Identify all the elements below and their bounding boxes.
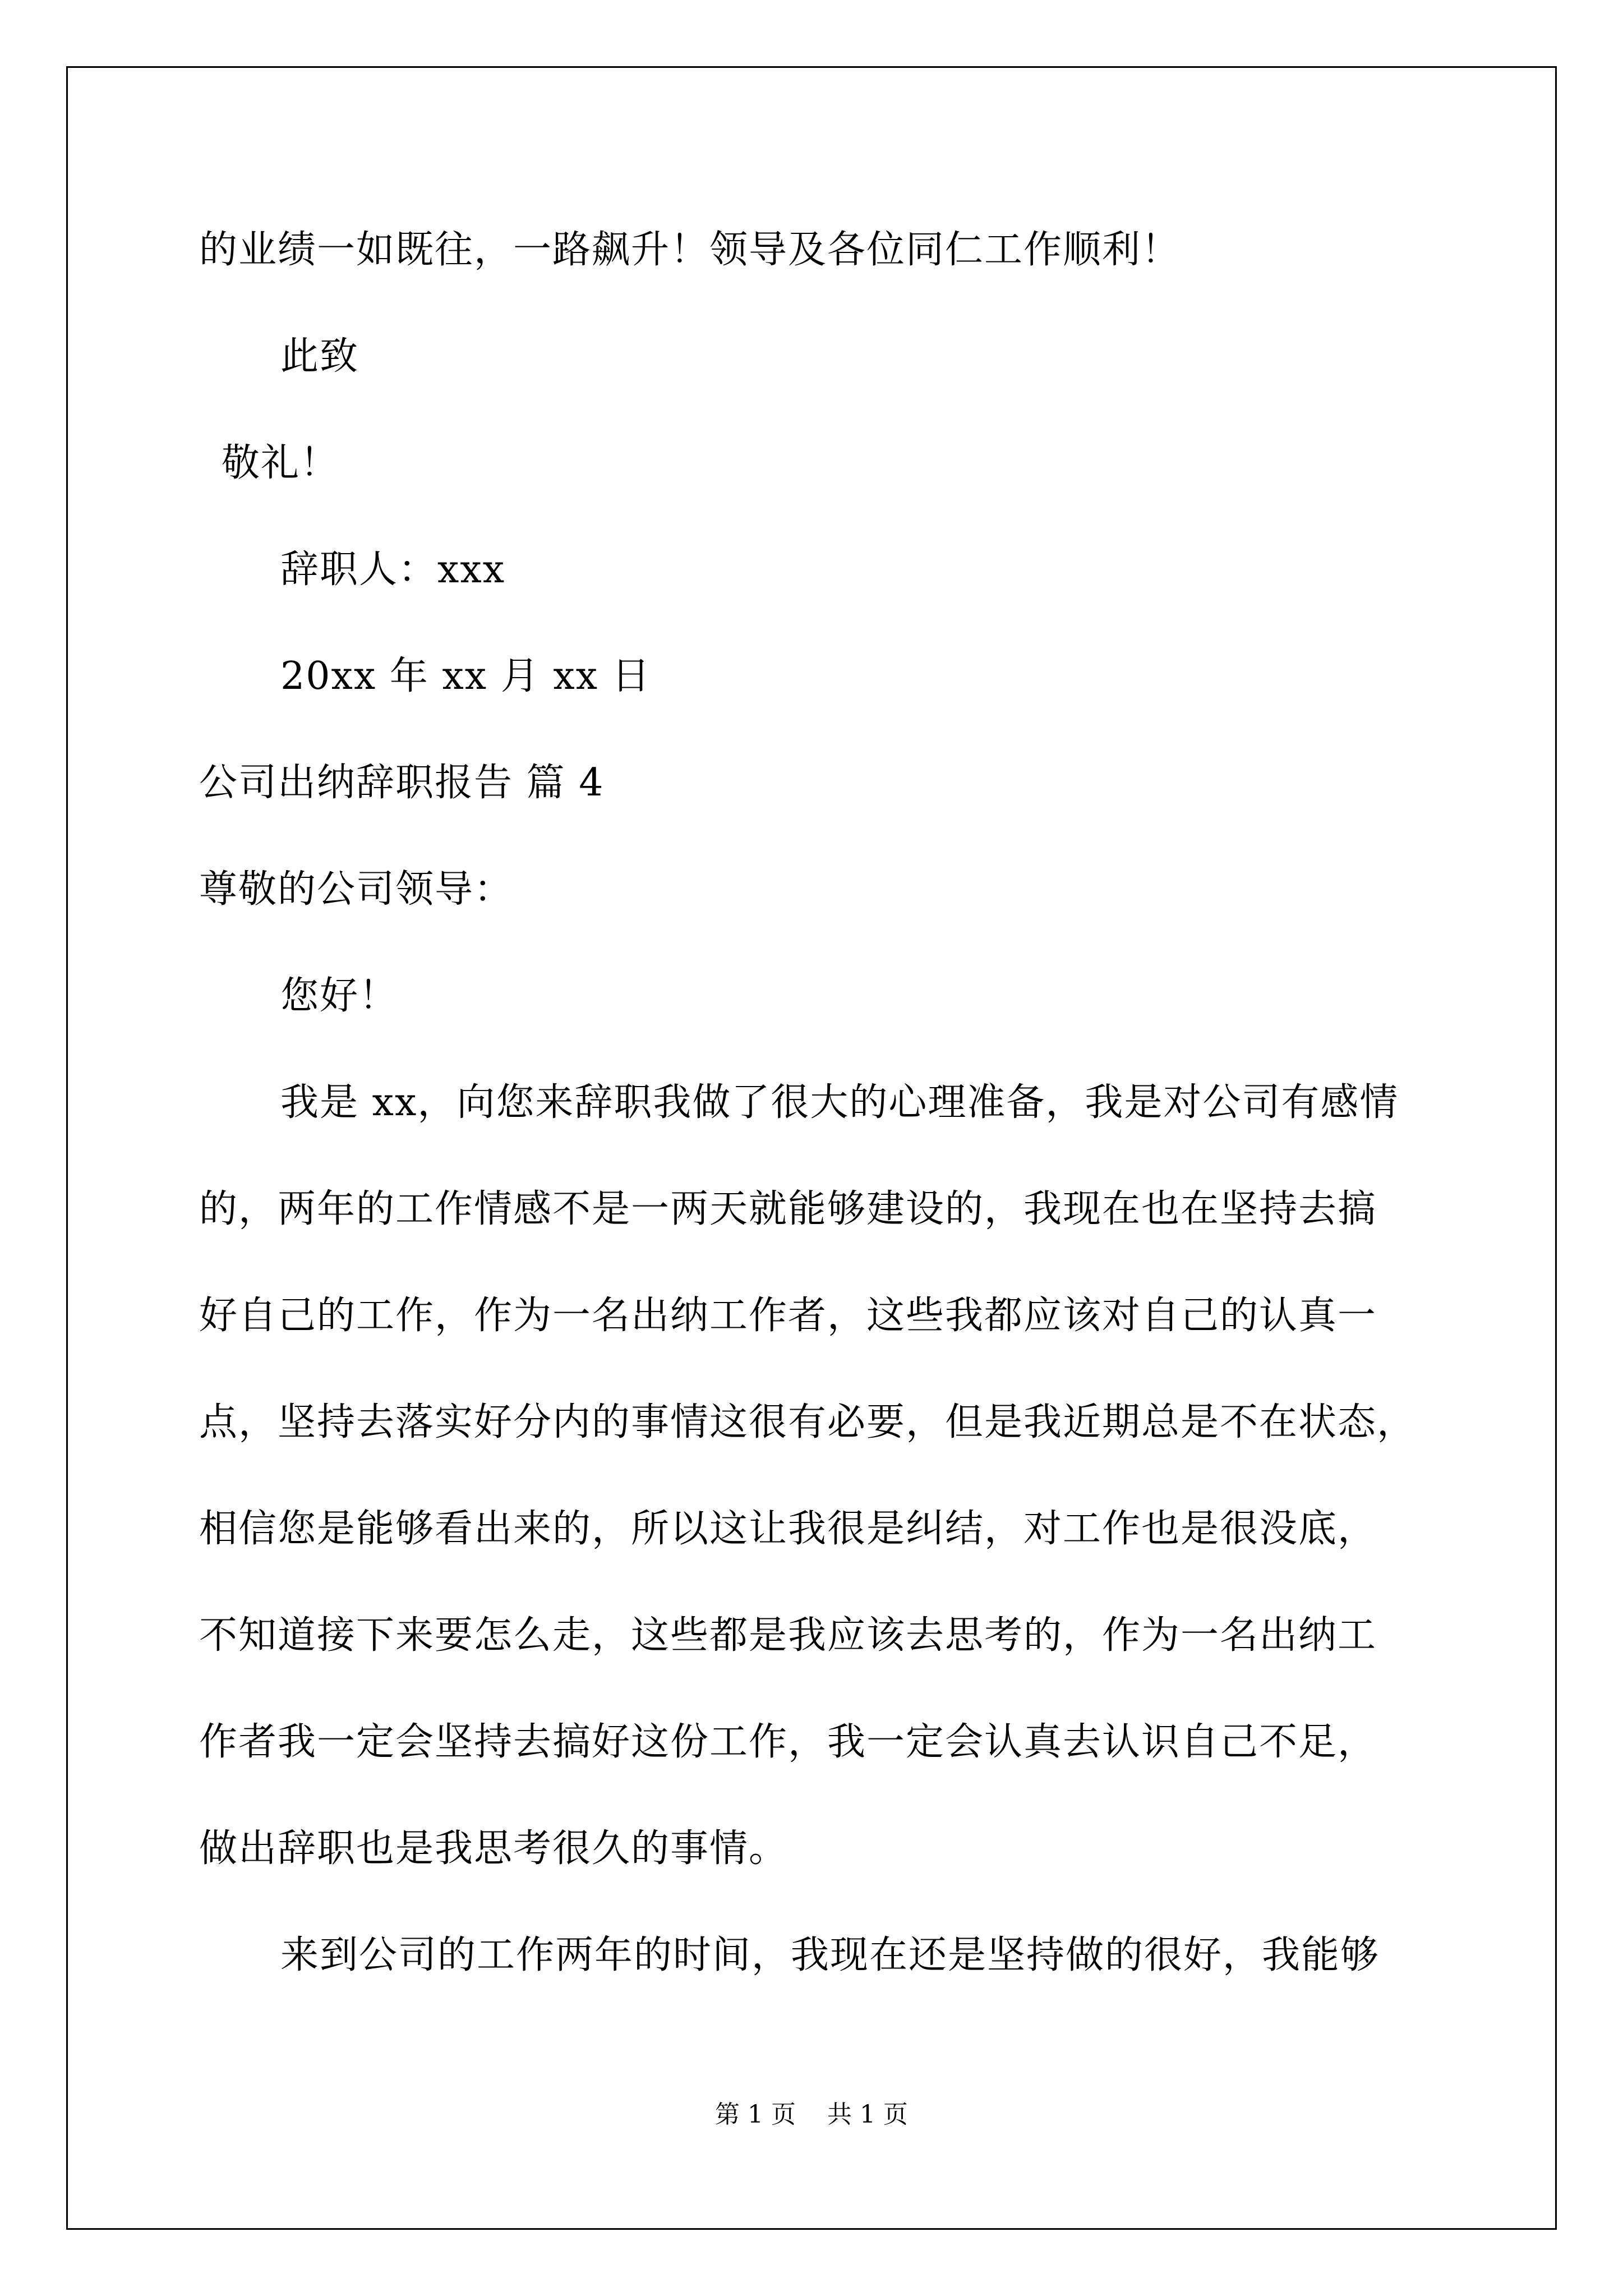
paragraph-1-line-7: 作者我一定会坚持去搞好这份工作，我一定会认真去认识自己不足， bbox=[199, 1720, 1377, 1764]
paragraph-1-line-8: 做出辞职也是我思考很久的事情。 bbox=[199, 1826, 789, 1871]
paragraph-1-line-4: 点，坚持去落实好分内的事情这很有必要，但是我近期总是不在状态， bbox=[199, 1400, 1417, 1444]
paragraph-1-line-1: 我是 xx，向您来辞职我做了很大的心理准备，我是对公司有感情 bbox=[280, 1080, 1399, 1125]
page-border bbox=[66, 66, 1557, 2230]
section-heading: 公司出纳辞职报告 篇 4 bbox=[199, 761, 605, 805]
date-line: 20xx 年 xx 月 xx 日 bbox=[280, 654, 651, 698]
paragraph-1-line-2: 的，两年的工作情感不是一两天就能够建设的，我现在也在坚持去搞 bbox=[199, 1187, 1377, 1231]
hello-line: 您好！ bbox=[280, 974, 399, 1018]
closing-regards: 敬礼！ bbox=[222, 441, 340, 485]
letter-greeting: 尊敬的公司领导： bbox=[199, 867, 514, 912]
text-line-1: 的业绩一如既往，一路飙升！领导及各位同仁工作顺利！ bbox=[199, 228, 1181, 272]
paragraph-1-line-3: 好自己的工作，作为一名出纳工作者，这些我都应该对自己的认真一 bbox=[199, 1294, 1377, 1338]
paragraph-2-line-1: 来到公司的工作两年的时间，我现在还是坚持做的很好，我能够 bbox=[280, 1933, 1380, 1977]
signature-line: 辞职人：xxx bbox=[280, 547, 506, 592]
page-footer: 第 1 页 共 1 页 bbox=[715, 2100, 908, 2129]
paragraph-1-line-5: 相信您是能够看出来的，所以这让我很是纠结，对工作也是很没底， bbox=[199, 1507, 1377, 1551]
closing-salutation: 此致 bbox=[280, 334, 359, 379]
paragraph-1-line-6: 不知道接下来要怎么走，这些都是我应该去思考的，作为一名出纳工 bbox=[199, 1613, 1377, 1658]
